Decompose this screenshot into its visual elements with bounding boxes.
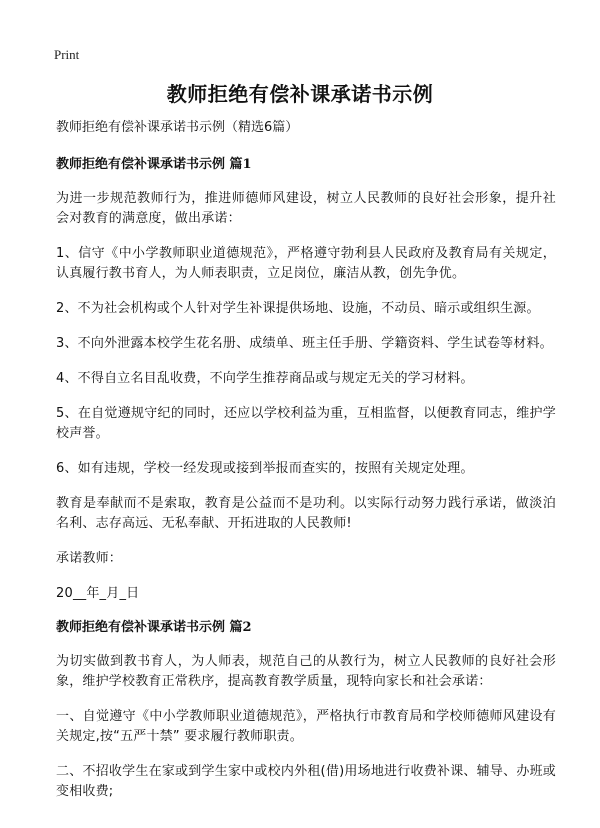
date-line: 20__年_月_日: [56, 586, 140, 601]
paragraph: 4、不得自立名目乱收费，不向学生推荐商品或与规定无关的学习材料。: [56, 371, 474, 386]
paragraph: 2、不为社会机构或个人针对学生补课提供场地、设施，不动员、暗示或组织生源。: [56, 301, 540, 316]
page-title: 教师拒绝有偿补课承诺书示例: [166, 82, 434, 106]
paragraph: 6、如有违规，学校一经发现或接到举报而查实的，按照有关规定处理。: [56, 461, 474, 476]
signature-label: 承诺教师：: [56, 551, 123, 566]
paragraph: 5、在自觉遵规守纪的同时，还应以学校利益为重，互相监督，以便教育同志，维护学校声誉。: [56, 406, 556, 441]
paragraph: 3、不向外泄露本校学生花名册、成绩单、班主任手册、学籍资料、学生试卷等材料。: [56, 336, 553, 351]
paragraph: 二、不招收学生在家或到学生家中或校内外租(借)用场地进行收费补课、辅导、办班或变相收费;: [56, 764, 556, 799]
document-subtitle: 教师拒绝有偿补课承诺书示例（精选6篇）: [56, 120, 299, 135]
paragraph: 1、信守《中小学教师职业道德规范》，严格遵守勃利县人民政府及教育局有关规定，认真履行教书育人，为人师表职责，立足岗位，廉洁从教，创先争优。: [56, 246, 556, 281]
paragraph: 一、自觉遵守《中小学教师职业道德规范》，严格执行市教育局和学校师德师风建设有关规定,按“五严十禁” 要求履行教师职责。: [56, 709, 556, 744]
paragraph: 教育是奉献而不是索取，教育是公益而不是功利。以实际行动努力践行承诺，做淡泊名利、志存高远、无私奉献、开拓进取的人民教师!: [56, 496, 556, 531]
section-heading-1: 教师拒绝有偿补课承诺书示例 篇1: [56, 157, 252, 172]
paragraph: 为切实做到教书育人，为人师表，规范自己的从教行为，树立人民教师的良好社会形象，维护学校教育正常秩序，提高教育教学质量，现特向家长和社会承诺：: [56, 654, 556, 689]
paragraph: 为进一步规范教师行为，推进师德师风建设，树立人民教师的良好社会形象，提升社会对教育的满意度，做出承诺：: [56, 191, 556, 226]
section-heading-2: 教师拒绝有偿补课承诺书示例 篇2: [56, 620, 252, 635]
print-link[interactable]: Print: [54, 47, 80, 62]
document-body: [56, 118, 556, 817]
